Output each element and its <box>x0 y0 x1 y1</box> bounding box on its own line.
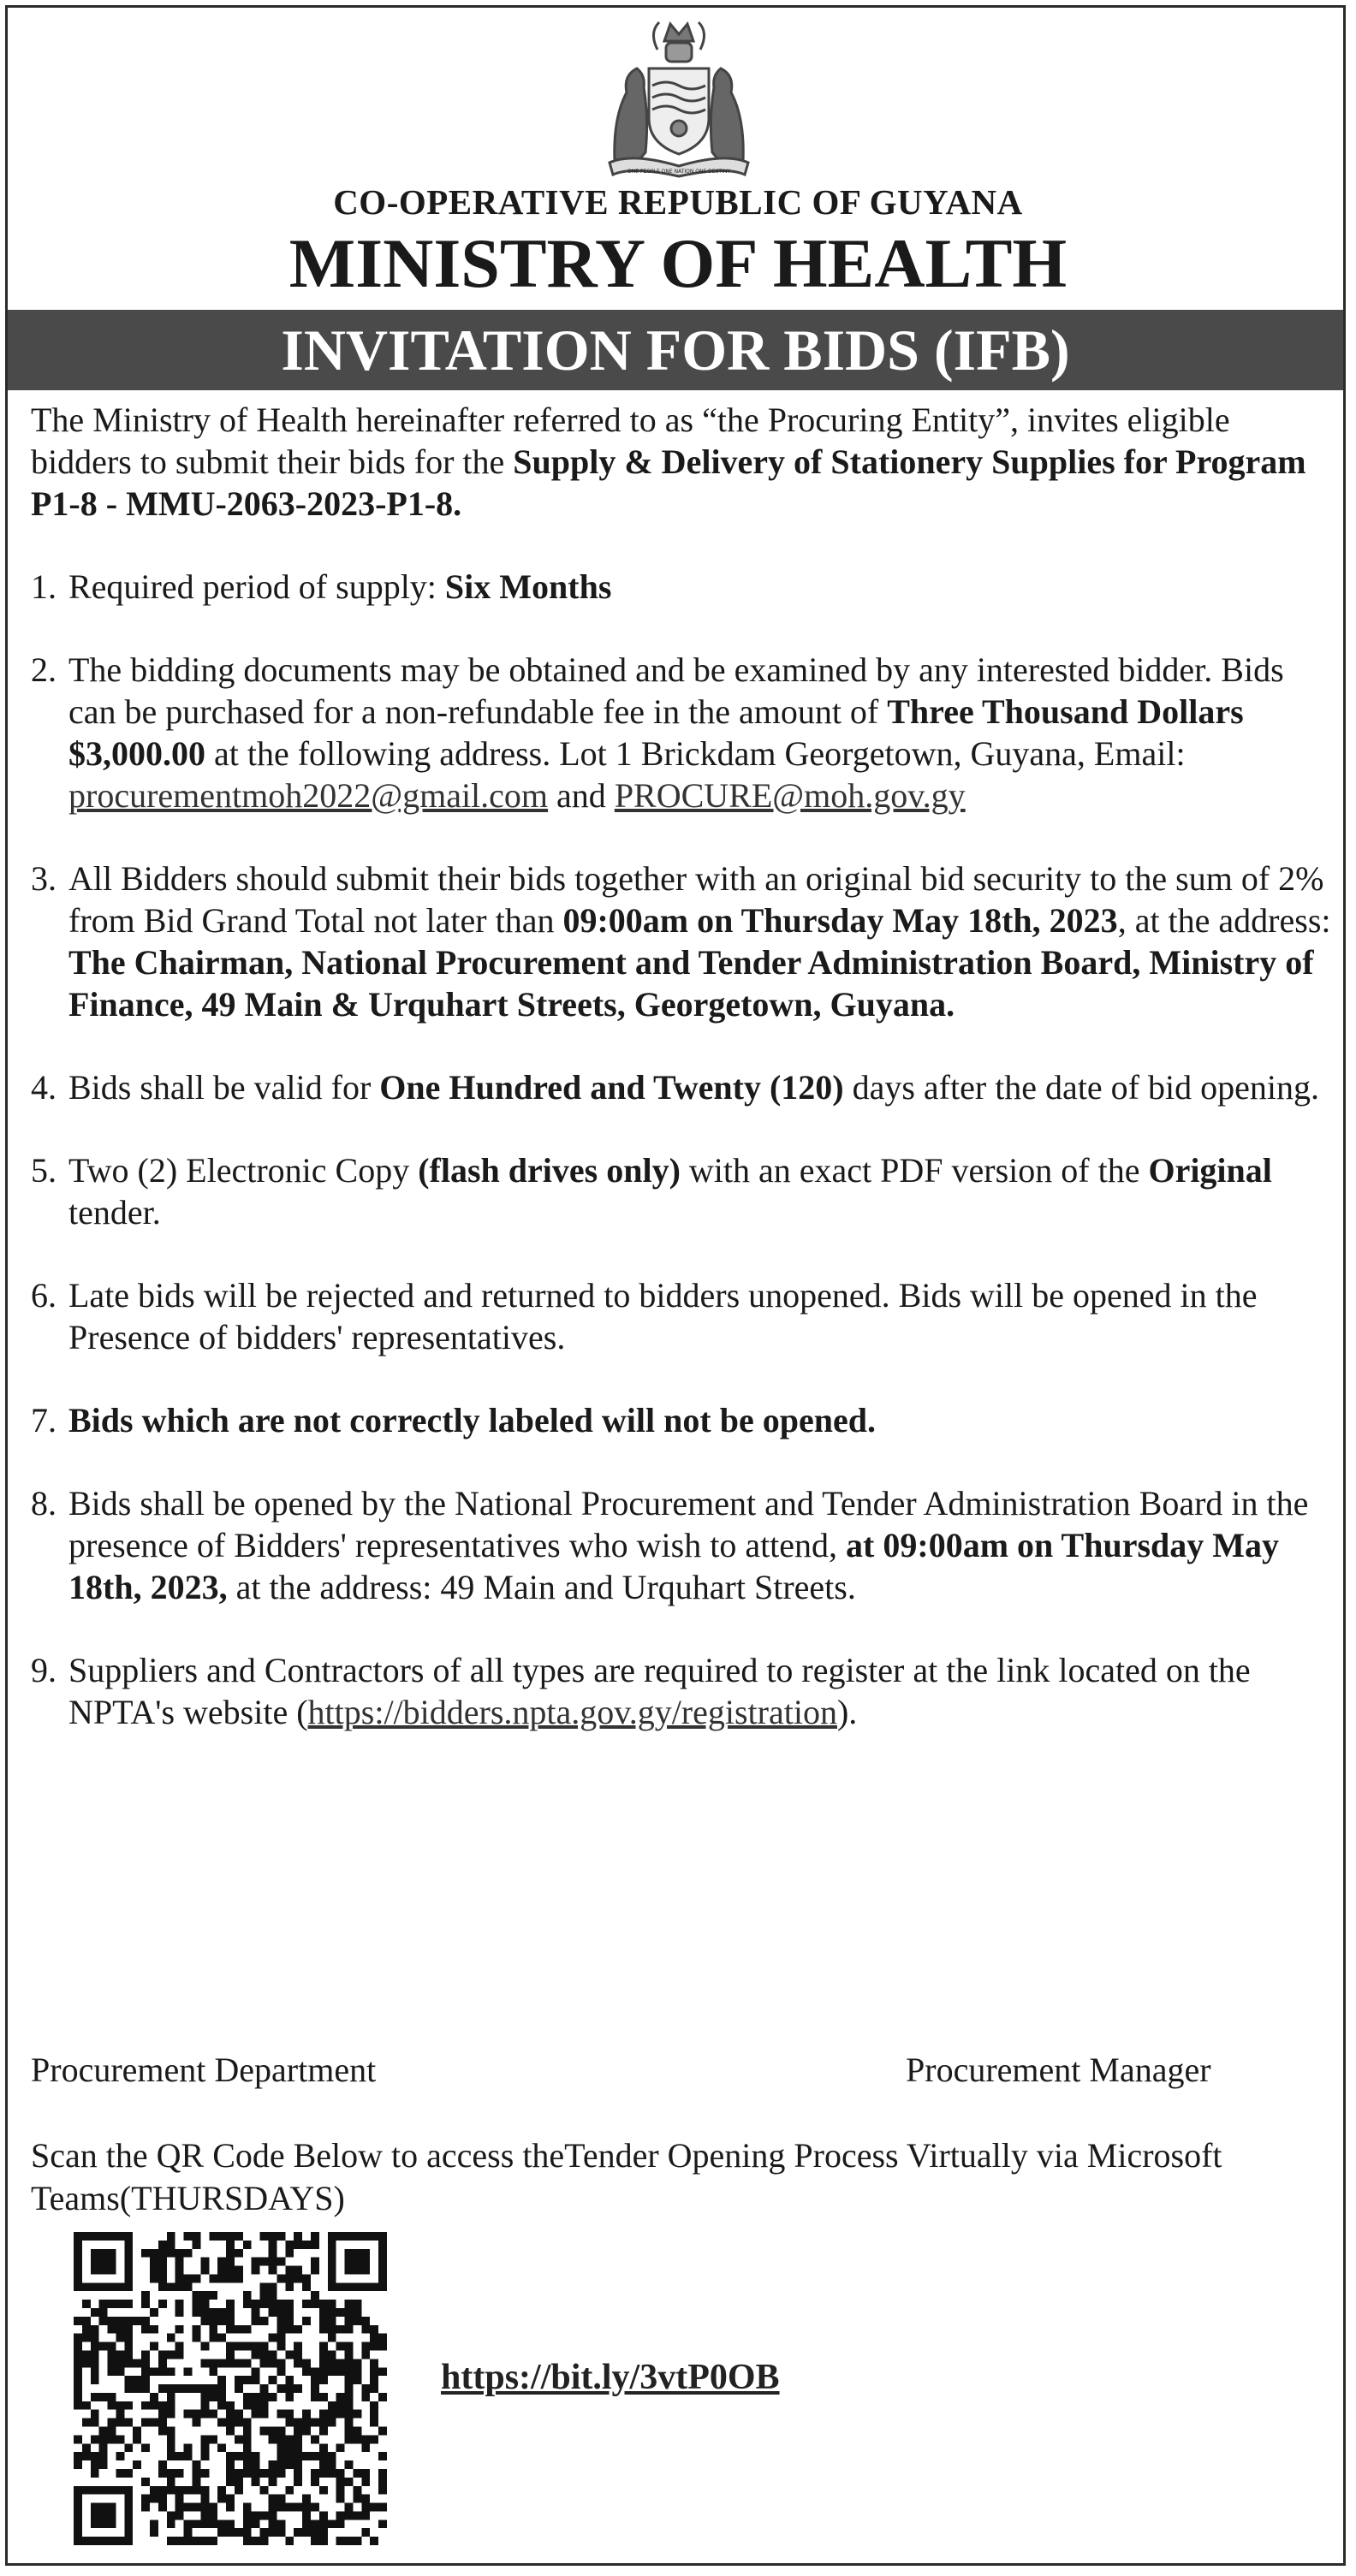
item-text: Required period of supply: <box>68 567 445 606</box>
item-bold: Three Thousand Dollars $3,000.00 <box>68 692 1244 773</box>
item-text: , at the address: <box>1117 901 1331 940</box>
item-bold: Bids which are not correctly labeled will not be opened. <box>68 1401 876 1439</box>
item-text: Bids shall be valid for <box>68 1068 380 1107</box>
item-text: at the address: 49 Main and Urquhart Streets. <box>227 1568 856 1606</box>
left-signature: Procurement Department <box>31 2051 377 2089</box>
item-text: and <box>548 776 615 815</box>
item-text: tender. <box>68 1193 161 1232</box>
item-text: Two (2) Electronic Copy <box>68 1151 419 1190</box>
list-item <box>31 1274 1332 1358</box>
intro-paragraph <box>31 399 1332 525</box>
ifb-banner: INVITATION FOR BIDS (IFB) <box>8 310 1343 390</box>
item-bold: 09:00am on Thursday May 18th, 2023 <box>562 901 1118 940</box>
item-number: 3. <box>31 859 56 898</box>
email-link-gmail[interactable]: procurementmoh2022@gmail.com <box>68 776 549 815</box>
npta-registration-link[interactable]: https://bidders.npta.gov.gy/registration <box>307 1693 837 1731</box>
item-text: days after the date of bid opening. <box>843 1068 1319 1107</box>
item-number: 4. <box>31 1068 56 1107</box>
short-link[interactable]: https://bit.ly/3vtP0OB <box>441 2358 780 2397</box>
right-signature: Procurement Manager <box>906 2051 1211 2089</box>
country-heading: CO-OPERATIVE REPUBLIC OF GUYANA <box>333 182 1023 222</box>
item-number: 8. <box>31 1484 56 1522</box>
item-number: 1. <box>31 567 56 606</box>
svg-text:ONE PEOPLE ONE NATION ONE DEST: ONE PEOPLE ONE NATION ONE DESTINY <box>627 169 731 175</box>
item-number: 9. <box>31 1651 56 1689</box>
item-text: The bidding documents may be obtained and be examined by any interested bidder. Bids can be purchased for a non-refundable fee in the amount of <box>68 650 1284 731</box>
intro-text: The Ministry of Health hereinafter referred to as “the Procuring Entity”, invites eligible bidders to submit their bids for the <box>31 401 1230 481</box>
item-bold: Six Months <box>444 567 612 606</box>
email-link-moh[interactable]: PROCURE@moh.gov.gy <box>614 776 966 815</box>
item-bold: Original <box>1148 1151 1272 1190</box>
list-item <box>31 649 1332 816</box>
ministry-heading: MINISTRY OF HEALTH <box>288 224 1068 302</box>
item-text: Suppliers and Contractors of all types are required to register at the link located on the NPTA's website ( <box>68 1651 1251 1731</box>
scan-instructions: Scan the QR Code Below to access theTender Opening Process Virtually via Microsoft Teams(THURSDAYS) <box>31 2136 1222 2217</box>
qr-code-icon[interactable] <box>74 2232 387 2545</box>
intro-bold: Supply & Delivery of Stationery Supplies for Program P1-8 - MMU-2063-2023-P1-8. <box>31 442 1306 523</box>
item-text: Bids shall be opened by the National Procurement and Tender Administration Board in the presence of Bidders' representatives who wish to attend, <box>68 1484 1309 1564</box>
item-bold: (flash drives only) <box>418 1151 681 1190</box>
item-text: All Bidders should submit their bids together with an original bid security to the sum of 2% from Bid Grand Total not later than <box>68 859 1324 940</box>
list-item <box>31 1066 1332 1108</box>
conditions-list <box>31 566 1332 1733</box>
item-bold: The Chairman, National Procurement and Tender Administration Board, Ministry of Finance, 49 Main & Urquhart Streets, Georgetown, Guyana. <box>68 943 1314 1024</box>
item-text: Late bids will be rejected and returned to bidders unopened. Bids will be opened in the Presence of bidders' representatives. <box>68 1276 1258 1356</box>
list-item <box>31 1399 1332 1441</box>
list-item <box>31 1482 1332 1608</box>
item-text: with an exact PDF version of the <box>680 1151 1149 1190</box>
notice-body <box>31 399 1332 1774</box>
list-item <box>31 566 1332 608</box>
item-number: 2. <box>31 650 56 689</box>
item-text: ). <box>836 1693 858 1731</box>
item-number: 6. <box>31 1276 56 1315</box>
list-item <box>31 1149 1332 1233</box>
coat-of-arms-logo <box>598 15 760 178</box>
list-item <box>31 858 1332 1025</box>
item-number: 7. <box>31 1401 56 1439</box>
item-text: at the following address. Lot 1 Brickdam Georgetown, Guyana, Email: <box>205 734 1186 773</box>
item-bold: at 09:00am on Thursday May 18th, 2023, <box>68 1526 1280 1606</box>
item-bold: One Hundred and Twenty (120) <box>379 1068 844 1107</box>
item-number: 5. <box>31 1151 56 1190</box>
list-item <box>31 1649 1332 1733</box>
